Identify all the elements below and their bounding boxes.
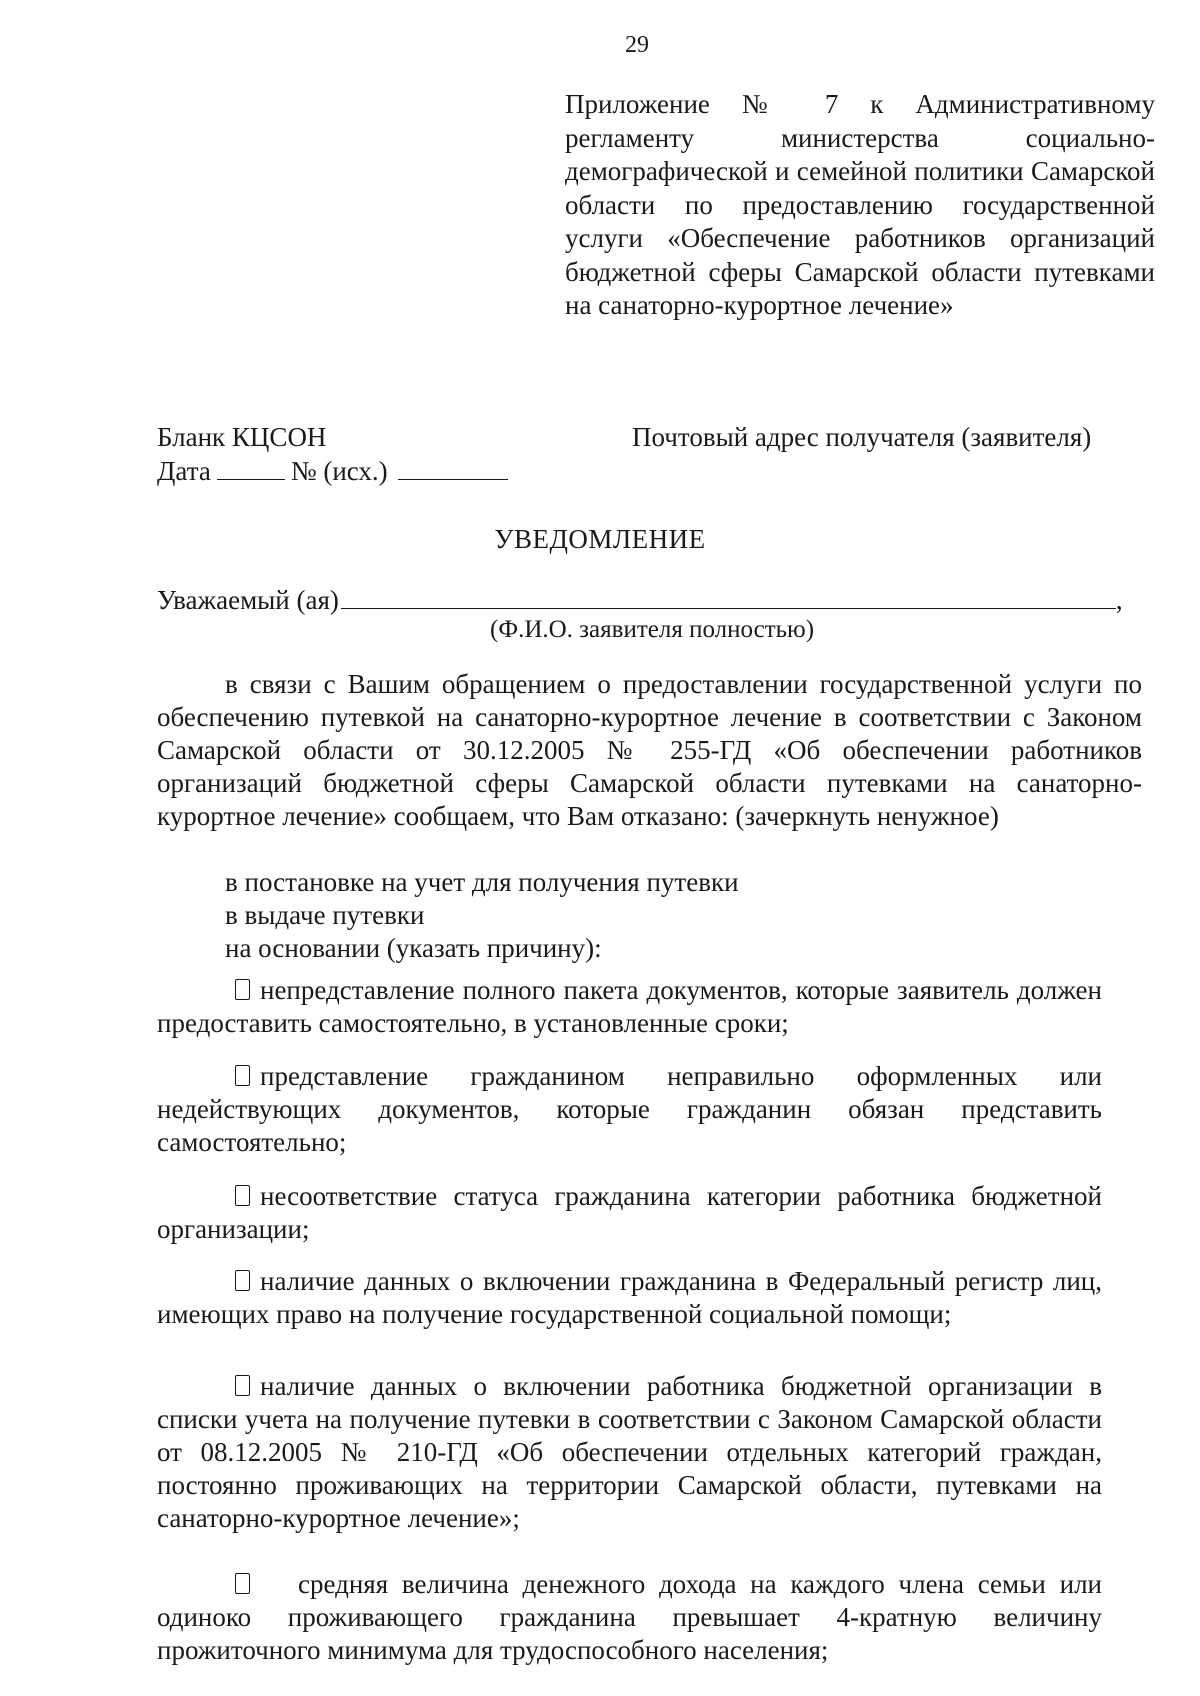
refusal-basis-label: на основании (указать причину):: [225, 933, 602, 963]
checkbox-icon: [235, 979, 250, 1000]
reason-item: [157, 974, 1102, 1040]
applicant-name-hint: (Ф.И.О. заявителя полностью): [490, 616, 815, 643]
notice-body-paragraph: в связи с Вашим обращением о предоставлении государственной услуги по обеспечению путевкой на санаторно-курортное лечение в соответствии с Законом Самарской области от 30.12.2005 № 255-ГД «Об обеспечении работников организаций бюджетной сферы Самарской области путевками на санаторно-курортное лечение» сообщаем, что Вам отказано: (зачеркнуть ненужное): [157, 669, 1142, 831]
reason-text: наличие данных о включении работника бюджетной организации в списки учета на получение путевки в соответствии с Законом Самарской области от 08.12.2005 № 210-ГД «Об обеспечении отдельных категорий граждан, постоянно проживающих на территории Самарской области, путевками на санаторно-курортное лечение»;: [157, 1371, 1102, 1533]
refusal-option-issue: в выдаче путевки: [225, 900, 425, 930]
date-label: Дата: [157, 456, 211, 486]
checkbox-icon: [235, 1065, 250, 1086]
appendix-reference: Приложение № 7 к Административному регламенту министерства социально-демографической и семейной политики Самарской области по предоставлению государственной услуги «Обеспечение работников организаций бюджетной сферы Самарской области путевками на санаторно-курортное лечение»: [565, 89, 1155, 320]
document-title: УВЕДОМЛЕНИЕ: [494, 524, 706, 554]
reason-item: [157, 1060, 1102, 1159]
reason-text: представление гражданином неправильно оформленных или недействующих документов, которые гражданин обязан представить самостоятельно;: [157, 1061, 1102, 1157]
reason-text: наличие данных о включении гражданина в Федеральный регистр лиц, имеющих право на получение государственной социальной помощи;: [157, 1266, 1102, 1329]
date-number-line: [157, 454, 508, 488]
outgoing-number-blank-field: [398, 455, 508, 480]
refusal-option-registration: в постановке на учет для получения путевки: [225, 867, 739, 897]
checkbox-icon: [235, 1185, 250, 1206]
greeting-line: [157, 583, 1123, 617]
outgoing-number-label: № (исх.): [290, 456, 388, 486]
greeting-label: Уважаемый (ая): [157, 585, 339, 615]
reason-item: [157, 1180, 1102, 1246]
checkbox-icon: [235, 1573, 250, 1594]
reason-item: [157, 1265, 1102, 1331]
reason-item: [157, 1370, 1102, 1535]
applicant-name-blank-field: [341, 584, 1116, 609]
reason-text: средняя величина денежного дохода на каждого члена семьи или одиноко проживающего гражданина превышает 4-кратную величину прожиточного минимума для трудоспособного населения;: [157, 1569, 1102, 1665]
date-blank-field: [217, 455, 285, 480]
page-number: 29: [625, 32, 649, 58]
blank-label: Бланк КЦСОН: [157, 422, 327, 452]
checkbox-icon: [235, 1270, 250, 1291]
reason-item: [157, 1568, 1102, 1667]
greeting-comma: ,: [1115, 585, 1123, 615]
reason-text: несоответствие статуса гражданина категории работника бюджетной организации;: [157, 1181, 1102, 1244]
recipient-address-label: Почтовый адрес получателя (заявителя): [632, 422, 1092, 452]
checkbox-icon: [235, 1375, 250, 1396]
reason-text: непредставление полного пакета документов, которые заявитель должен предоставить самостоятельно, в установленные сроки;: [157, 975, 1102, 1038]
